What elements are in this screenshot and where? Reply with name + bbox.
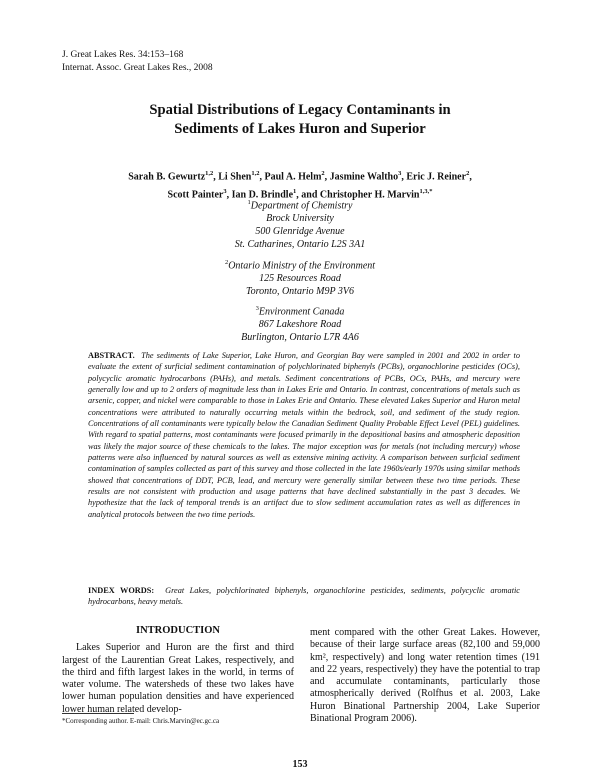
author-name: Jasmine Waltho	[329, 171, 399, 183]
author-name: Christopher H. Marvin	[319, 189, 420, 201]
index-words-text: Great Lakes, polychlorinated biphenyls, organochlorine pesticides, sediments, polycyclic aromatic hydrocarbons, heavy metals.	[88, 586, 520, 607]
author-name: Li Shen	[218, 171, 252, 183]
author-separator: ,	[469, 171, 472, 183]
affiliation-text: 125 Resources Road	[259, 273, 341, 285]
author-separator: , and	[296, 189, 320, 201]
left-column	[62, 625, 294, 716]
abstract	[88, 350, 520, 520]
affiliation-text: Brock University	[266, 213, 334, 225]
affiliation-text: St. Catharines, Ontario L2S 3A1	[234, 239, 366, 251]
author-affiliation-marker: 1,2	[251, 170, 260, 177]
affiliation-line	[0, 256, 600, 272]
right-column	[310, 627, 540, 725]
affiliation-number: 2	[224, 259, 229, 266]
affiliation-number: 1	[247, 199, 251, 206]
author-separator: ,	[226, 189, 232, 201]
article-title-line-1: Spatial Distributions of Legacy Contaminants in	[149, 102, 451, 118]
affiliation-number: 3	[255, 305, 259, 312]
affiliation-text: Department of Chemistry	[250, 200, 353, 212]
author-affiliation-marker: 1,3,*	[419, 188, 433, 196]
affiliation-line	[0, 238, 600, 251]
affiliation-line	[0, 196, 600, 212]
author-affiliation-marker: 3	[398, 170, 402, 177]
page-number: 153	[292, 759, 308, 770]
article-title	[0, 101, 600, 139]
author-name: Eric J. Reiner	[406, 171, 467, 183]
affiliation-text: 500 Glenridge Avenue	[255, 226, 345, 238]
affiliation-line	[0, 318, 600, 331]
affiliation-line	[0, 272, 600, 285]
footnote-divider	[62, 713, 134, 714]
abstract-text: The sediments of Lake Superior, Lake Huron, and Georgian Bay were sampled in 2001 and 2002 in order to evaluate the extent of surficial sediment contamination of polychlorinated biphenyls (PCBs), organochlorine pesticides (OCs), polycyclic aromatic hydrocarbons (PAHs), and metals. Sediment concentrations of PCBs, OCs, PAHs, and mercury were generally low and up to 2 orders of magnitude less than in Lakes Erie and Ontario. In contrast, concentrations of metals such as arsenic, copper, and nickel were comparable to those in Lakes Erie and Ontario. These elevated Lakes Superior and Huron metal concentrations were attributed to naturally occurring metals within the bedrock, soil, and sediment of the study region. Concentrations of all contaminants were typically below the Canadian Sediment Quality Probable Effect Level (PEL) guidelines. With regard to spatial patterns, most contaminants were focused primarily in the depositional basins and atmospheric deposition was likely the major source of these chemicals to the lakes. The major exception was for metals (not including mercury) whose patterns were also influenced by natural sources as well as extensive mining activity. A comparison between surficial sediment contamination of samples collected as part of this survey and those collected in the late 1960s/early 1970s using similar methods showed that concentrations of DDT, PCB, lead, and mercury were generally similar between these two time periods. These results are not consistent with production and usage patterns that have declined substantially in the past 3 decades. We hypothesize that the lack of temporal trends is an artifact due to slow sediment accumulation rates as well as differences in analytical protocols between the two time periods.	[88, 351, 520, 519]
journal-citation-line-2: Internat. Assoc. Great Lakes Res., 2008	[62, 62, 213, 73]
author-affiliation-marker: 1,2	[205, 170, 214, 177]
affiliation-3	[0, 302, 600, 344]
affiliation-text: Environment Canada	[258, 306, 345, 318]
affiliation-line	[0, 212, 600, 225]
article-title-line-2: Sediments of Lakes Huron and Superior	[174, 121, 426, 137]
introduction-paragraph-right: ment compared with the other Great Lakes. However, because of their large surface areas (82,100 and 59,000 km², respectively) and long water retention times (191 and 22 years, respectively) they have the potential to trap and accumulate contaminants, particularly those atmospherically derived (Rolfhus et al. 2003, Lake Huron Binational Partnership 2004, Lake Superior Binational Program 2006).	[310, 627, 540, 725]
author-separator: ,	[401, 171, 407, 183]
author-name: Ian D. Brindle	[231, 189, 294, 201]
affiliation-line	[0, 225, 600, 238]
author-affiliation-marker: 2	[321, 170, 325, 177]
author-affiliation-marker: 2	[466, 170, 470, 177]
index-words	[88, 585, 520, 608]
introduction-paragraph-left: Lakes Superior and Huron are the first and third largest of the Laurentian Great Lakes, respectively, and the third and fifth largest lakes in the world, in terms of water volume. The watersheds of these two lakes have lower human population densities and have experienced lower human related develop-	[62, 642, 294, 715]
author-affiliation-marker: 3	[223, 188, 227, 196]
author-affiliation-marker: 1	[293, 188, 297, 196]
affiliation-text: Toronto, Ontario M9P 3V6	[246, 286, 354, 298]
affiliation-text: 867 Lakeshore Road	[258, 319, 342, 331]
index-words-label: INDEX WORDS:	[88, 586, 155, 595]
author-separator: ,	[259, 171, 265, 183]
affiliation-text: Burlington, Ontario L7R 4A6	[241, 332, 359, 344]
author-name: Scott Painter	[167, 189, 224, 201]
author-separator: ,	[213, 171, 219, 183]
author-name: Paul A. Helm	[264, 171, 322, 183]
affiliation-line	[0, 302, 600, 318]
author-separator: ,	[324, 171, 330, 183]
affiliation-text: Ontario Ministry of the Environment	[228, 260, 376, 272]
affiliation-2	[0, 256, 600, 298]
affiliation-1	[0, 196, 600, 251]
introduction-heading: INTRODUCTION	[135, 625, 220, 636]
affiliation-line	[0, 331, 600, 344]
abstract-label: ABSTRACT.	[88, 351, 135, 360]
journal-citation	[62, 49, 213, 74]
footnote: *Corresponding author. E-mail: Chris.Marvin@ec.gc.ca	[62, 717, 220, 725]
author-name: Sarah B. Gewurtz	[128, 171, 206, 183]
affiliation-line	[0, 285, 600, 298]
journal-citation-line-1: J. Great Lakes Res. 34:153–168	[62, 50, 184, 60]
